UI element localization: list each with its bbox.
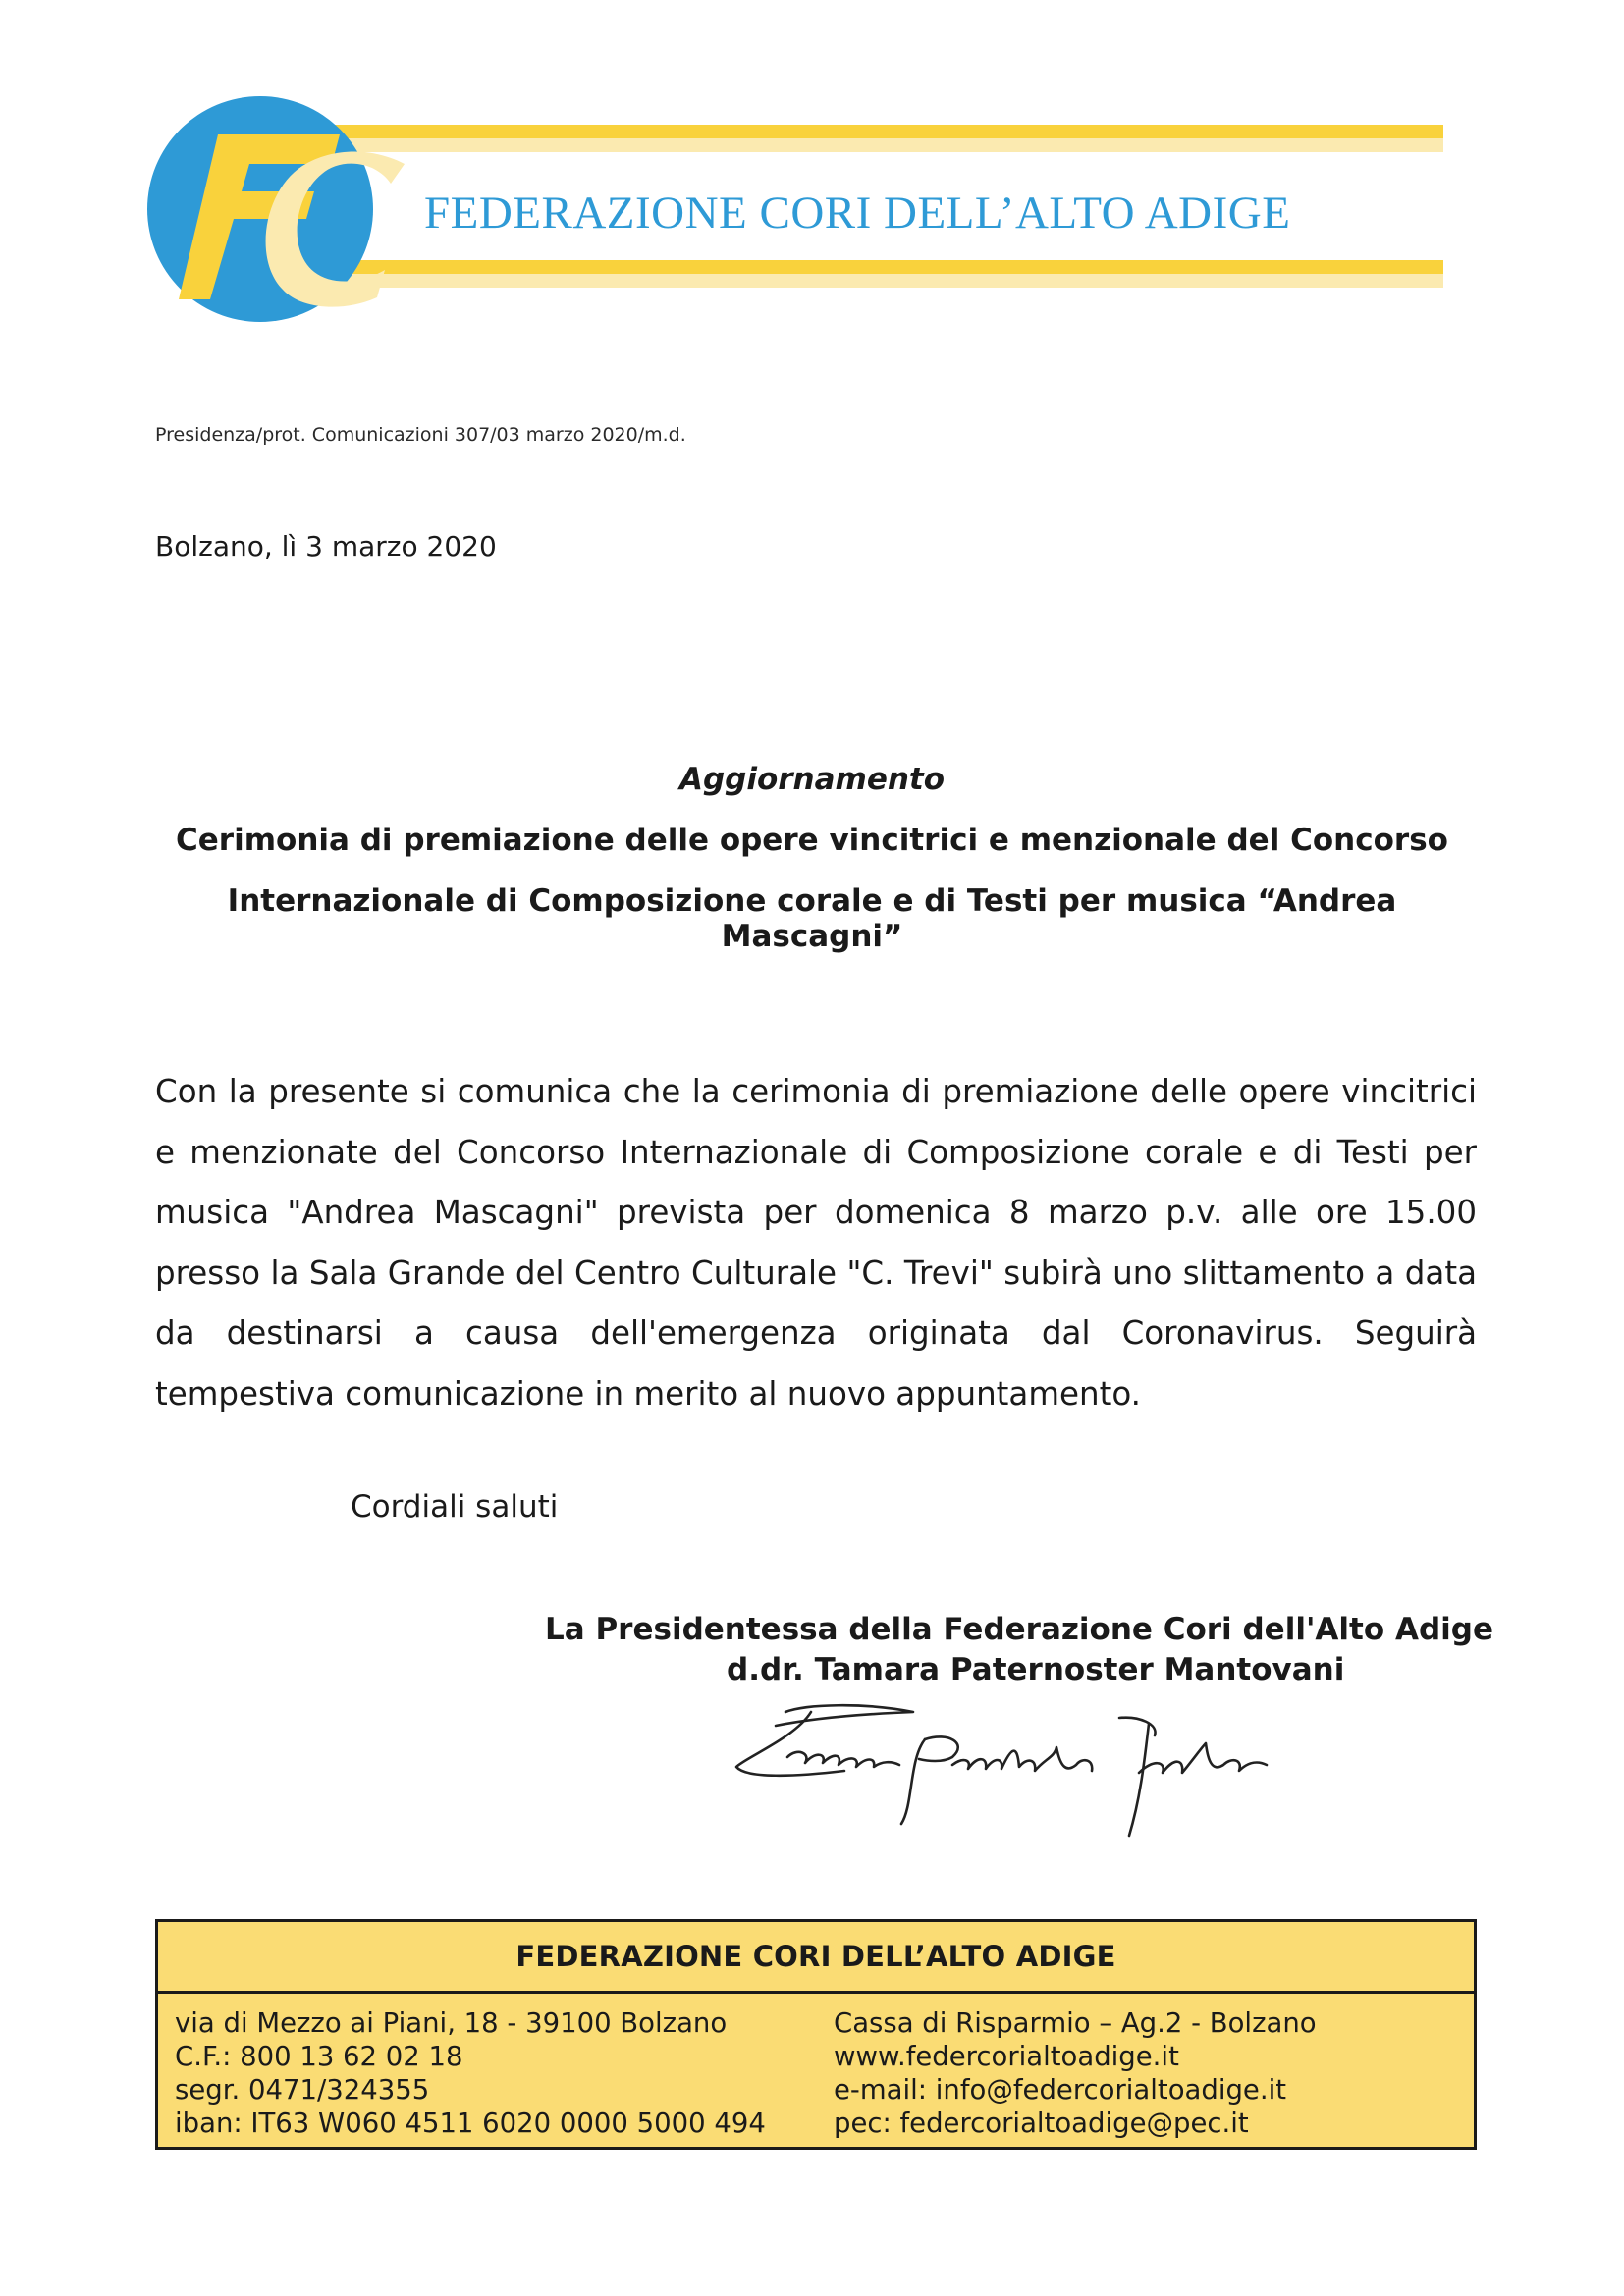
- footer-contact-column: [834, 2006, 1317, 2140]
- body-paragraph: Con la presente si comunica che la cerimonia di premiazione delle opere vincitrici e menzionate del Concorso Internazionale di Composizione corale e di Testi per musica "Andrea Mascagni" prevista per domenica 8 marzo p.v. alle ore 15.00 presso la Sala Grande del Centro Culturale "C. Trevi" subirà uno slittamento a data da destinarsi a causa dell'emergenza originata dal Coronavirus. Seguirà tempestiva comunicazione in merito al nuovo appuntamento.: [155, 1073, 1477, 1413]
- footer-address-column: [175, 2006, 766, 2140]
- footer-address: via di Mezzo ai Piani, 18 - 39100 Bolzano: [175, 2007, 728, 2039]
- footer-tax-code: C.F.: 800 13 62 02 18: [175, 2041, 463, 2072]
- footer-email: e-mail: info@federcorialtoadige.it: [834, 2074, 1287, 2106]
- subject-line-2: Internazionale di Composizione corale e di Testi per musica “Andrea Mascagni”: [227, 883, 1397, 954]
- footer-phone: segr. 0471/324355: [175, 2074, 430, 2106]
- logo-org-name: FEDERAZIONE CORI DELL’ALTO ADIGE: [424, 187, 1291, 239]
- footer-contact-box: [155, 1919, 1477, 2150]
- subject-kicker: Aggiornamento: [678, 762, 946, 797]
- footer-pec: pec: federcorialtoadige@pec.it: [834, 2108, 1249, 2139]
- subject-line-1: Cerimonia di premiazione delle opere vincitrici e menzionale del Concorso: [176, 823, 1448, 858]
- closing-greeting: Cordiali saluti: [351, 1489, 559, 1524]
- protocol-reference: Presidenza/prot. Comunicazioni 307/03 marzo 2020/m.d.: [155, 424, 686, 446]
- footer-website: www.federcorialtoadige.it: [834, 2041, 1179, 2072]
- footer-iban: iban: IT63 W060 4511 6020 0000 5000 494: [175, 2108, 766, 2139]
- letter-date: Bolzano, lì 3 marzo 2020: [155, 530, 497, 562]
- signatory-name: d.dr. Tamara Paternoster Mantovani: [727, 1652, 1345, 1687]
- signatory-title: La Presidentessa della Federazione Cori dell'Alto Adige: [545, 1612, 1493, 1647]
- footer-bank: Cassa di Risparmio – Ag.2 - Bolzano: [834, 2007, 1317, 2039]
- handwritten-signature: [717, 1688, 1286, 1845]
- footer-org-name: FEDERAZIONE CORI DELL’ALTO ADIGE: [515, 1940, 1116, 1973]
- footer-header: [158, 1922, 1474, 1994]
